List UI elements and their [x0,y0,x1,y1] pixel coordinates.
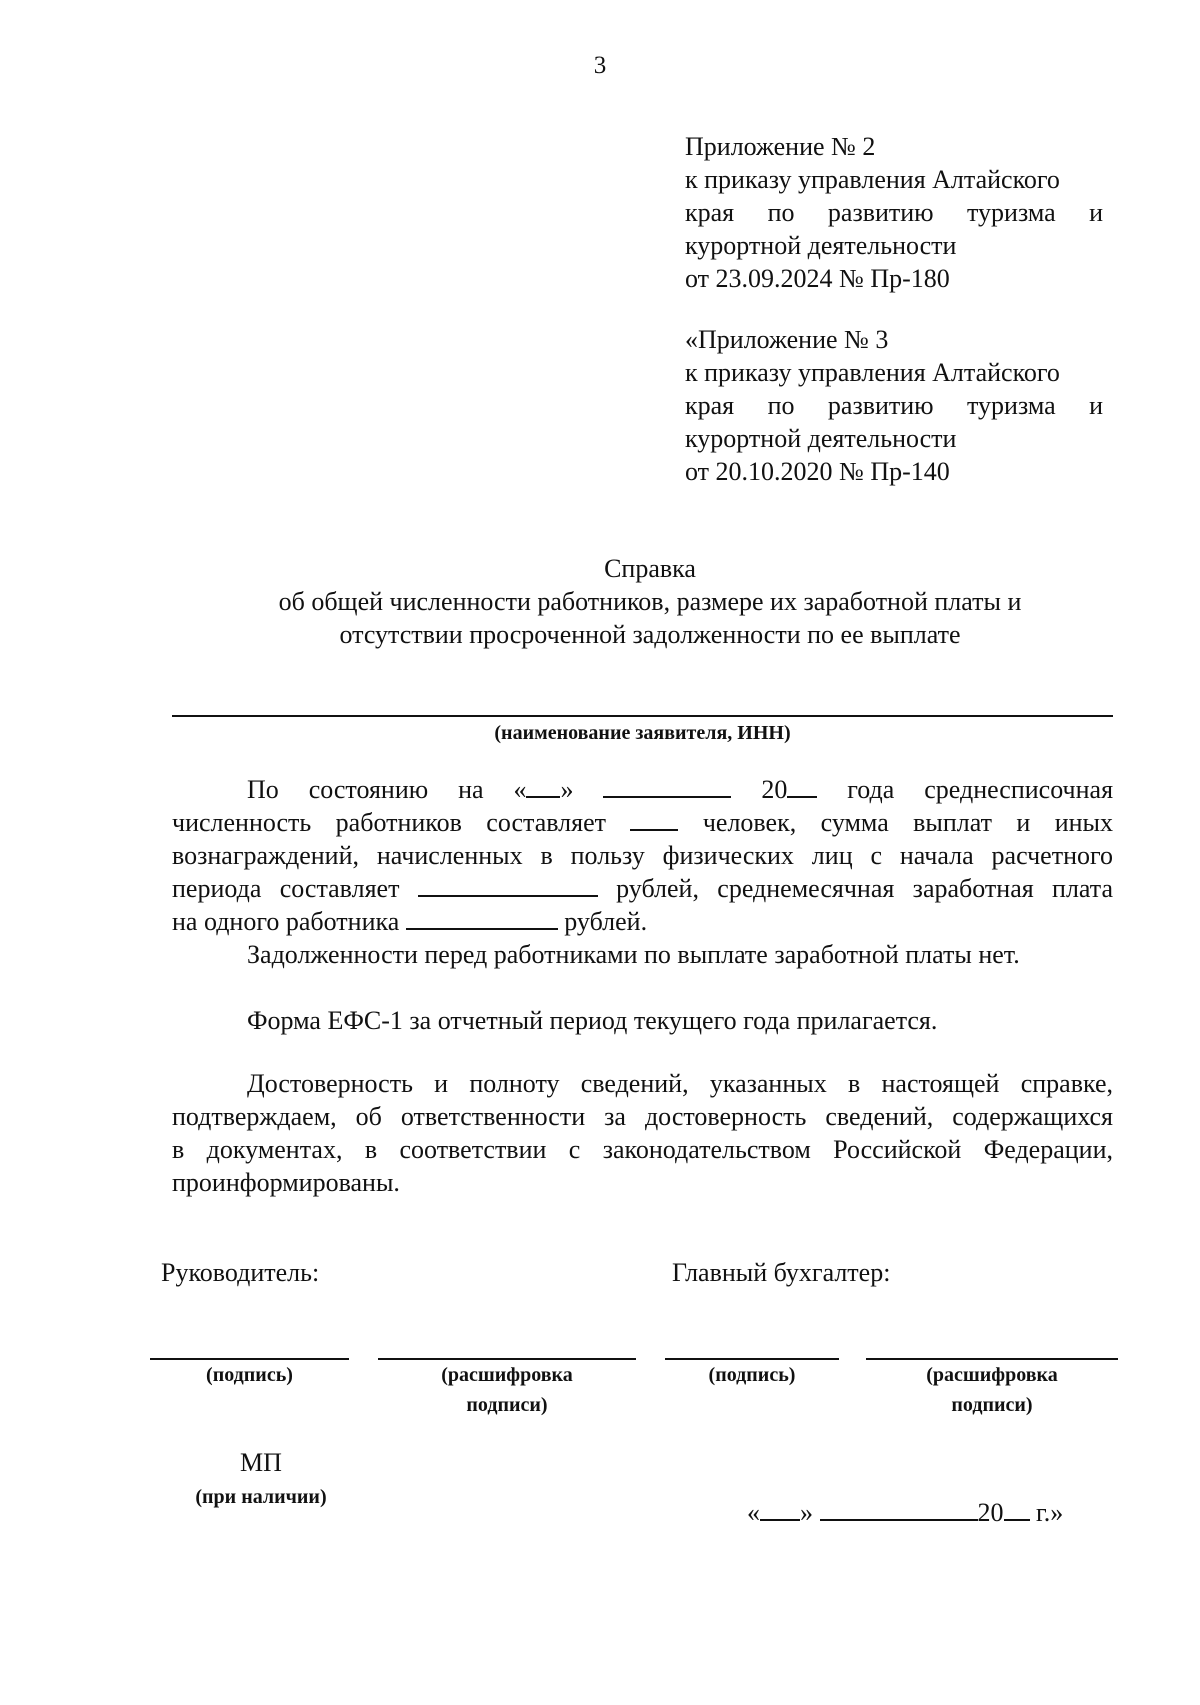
date-month-blank [820,1497,978,1521]
paragraph-line4 [172,872,1113,905]
certificate-title: Справка [604,554,696,583]
appendix-2-line1: к приказу управления Алтайского [685,165,1060,194]
word: развитию [827,198,934,227]
word: края [685,198,735,227]
date-day-blank [760,1497,800,1521]
word: туризма [967,391,1056,420]
confirmation-line2: подтверждаем, об ответственности за достоверность сведений, содержащихся [172,1102,1113,1131]
text: рублей. [564,907,648,936]
salary-blank [406,906,558,930]
year-blank [787,774,817,798]
text: численность работников составляет [172,808,607,837]
head-label: Руководитель: [161,1258,320,1287]
certificate-subtitle-line2: отсутствии просроченной задолженности по ее выплате [339,620,961,649]
applicant-caption: (наименование заявителя, ИНН) [494,722,791,744]
main-paragraph [172,773,1113,971]
word: по [767,198,795,227]
date-year-blank [1004,1497,1030,1521]
confirmation-line4: проинформированы. [172,1168,400,1197]
head-signature-caption: (подпись) [206,1364,293,1386]
appendix-2-title: Приложение № 2 [685,132,876,161]
text: рублей, среднемесячная заработная плата [616,874,1114,903]
appendix-2-line2 [685,196,1103,229]
confirmation-line1: Достоверность и полноту сведений, указанных в настоящей справке, [247,1069,1113,1098]
word: развитию [827,391,934,420]
text: « [747,1498,760,1527]
stamp-if-any: (при наличии) [195,1486,327,1508]
confirmation-paragraph [172,1067,1113,1199]
efs-paragraph [172,1004,1113,1037]
date-line [747,1497,1063,1528]
paragraph-line3: вознаграждений, начисленных в пользу физических лиц с начала расчетного [172,841,1113,870]
accountant-label: Главный бухгалтер: [672,1258,891,1287]
appendix-3-line1: к приказу управления Алтайского [685,358,1060,387]
appendix-3-title: «Приложение № 3 [685,325,889,354]
appendix-2-line3: курортной деятельности [685,231,957,260]
paragraph-line2 [172,806,1113,839]
appendix-2-block [685,130,1103,295]
word: края [685,391,735,420]
stamp-label: МП [240,1448,282,1477]
no-debt-line: Задолженности перед работниками по выплате заработной платы нет. [247,940,1020,969]
word: туризма [967,198,1056,227]
text: 20 [977,1498,1004,1527]
day-blank [526,774,560,798]
employees-blank [630,807,678,831]
applicant-name-line [172,715,1113,717]
efs-line: Форма ЕФС-1 за отчетный период текущего года прилагается. [247,1006,938,1035]
text: г.» [1036,1498,1064,1527]
text: » [800,1498,813,1527]
certificate-subtitle-line1: об общей численности работников, размере их заработной платы и [278,587,1022,616]
month-blank [603,774,731,798]
appendix-3-line2 [685,389,1103,422]
word: и [1089,391,1104,420]
payments-blank [418,873,598,897]
appendix-3-line3: курортной деятельности [685,424,957,453]
text: 20 [761,775,788,804]
text: на одного работника [172,907,400,936]
text: подписи) [466,1394,548,1416]
text: По состоянию на « [247,775,527,804]
confirmation-line3: в документах, в соответствии с законодательством Российской Федерации, [172,1135,1113,1164]
appendix-3-line4: от 20.10.2020 № Пр-140 [685,457,950,486]
accountant-decode-caption [866,1360,1118,1420]
text: года среднесписочная [847,775,1114,804]
certificate-title-block [150,552,1150,651]
text: (расшифровка [441,1364,573,1386]
text: периода составляет [172,874,400,903]
word: по [767,391,795,420]
text: подписи) [951,1394,1033,1416]
word: и [1089,198,1104,227]
accountant-signature-caption: (подпись) [708,1364,796,1386]
appendix-2-line4: от 23.09.2024 № Пр-180 [685,264,950,293]
head-decode-caption [378,1360,636,1420]
text: человек, сумма выплат и иных [702,808,1114,837]
page-number: 3 [593,52,607,79]
text: (расшифровка [926,1364,1058,1386]
text: » [560,775,574,804]
paragraph-line1 [172,773,1113,806]
paragraph-line5 [172,905,1113,938]
appendix-3-block [685,323,1103,488]
